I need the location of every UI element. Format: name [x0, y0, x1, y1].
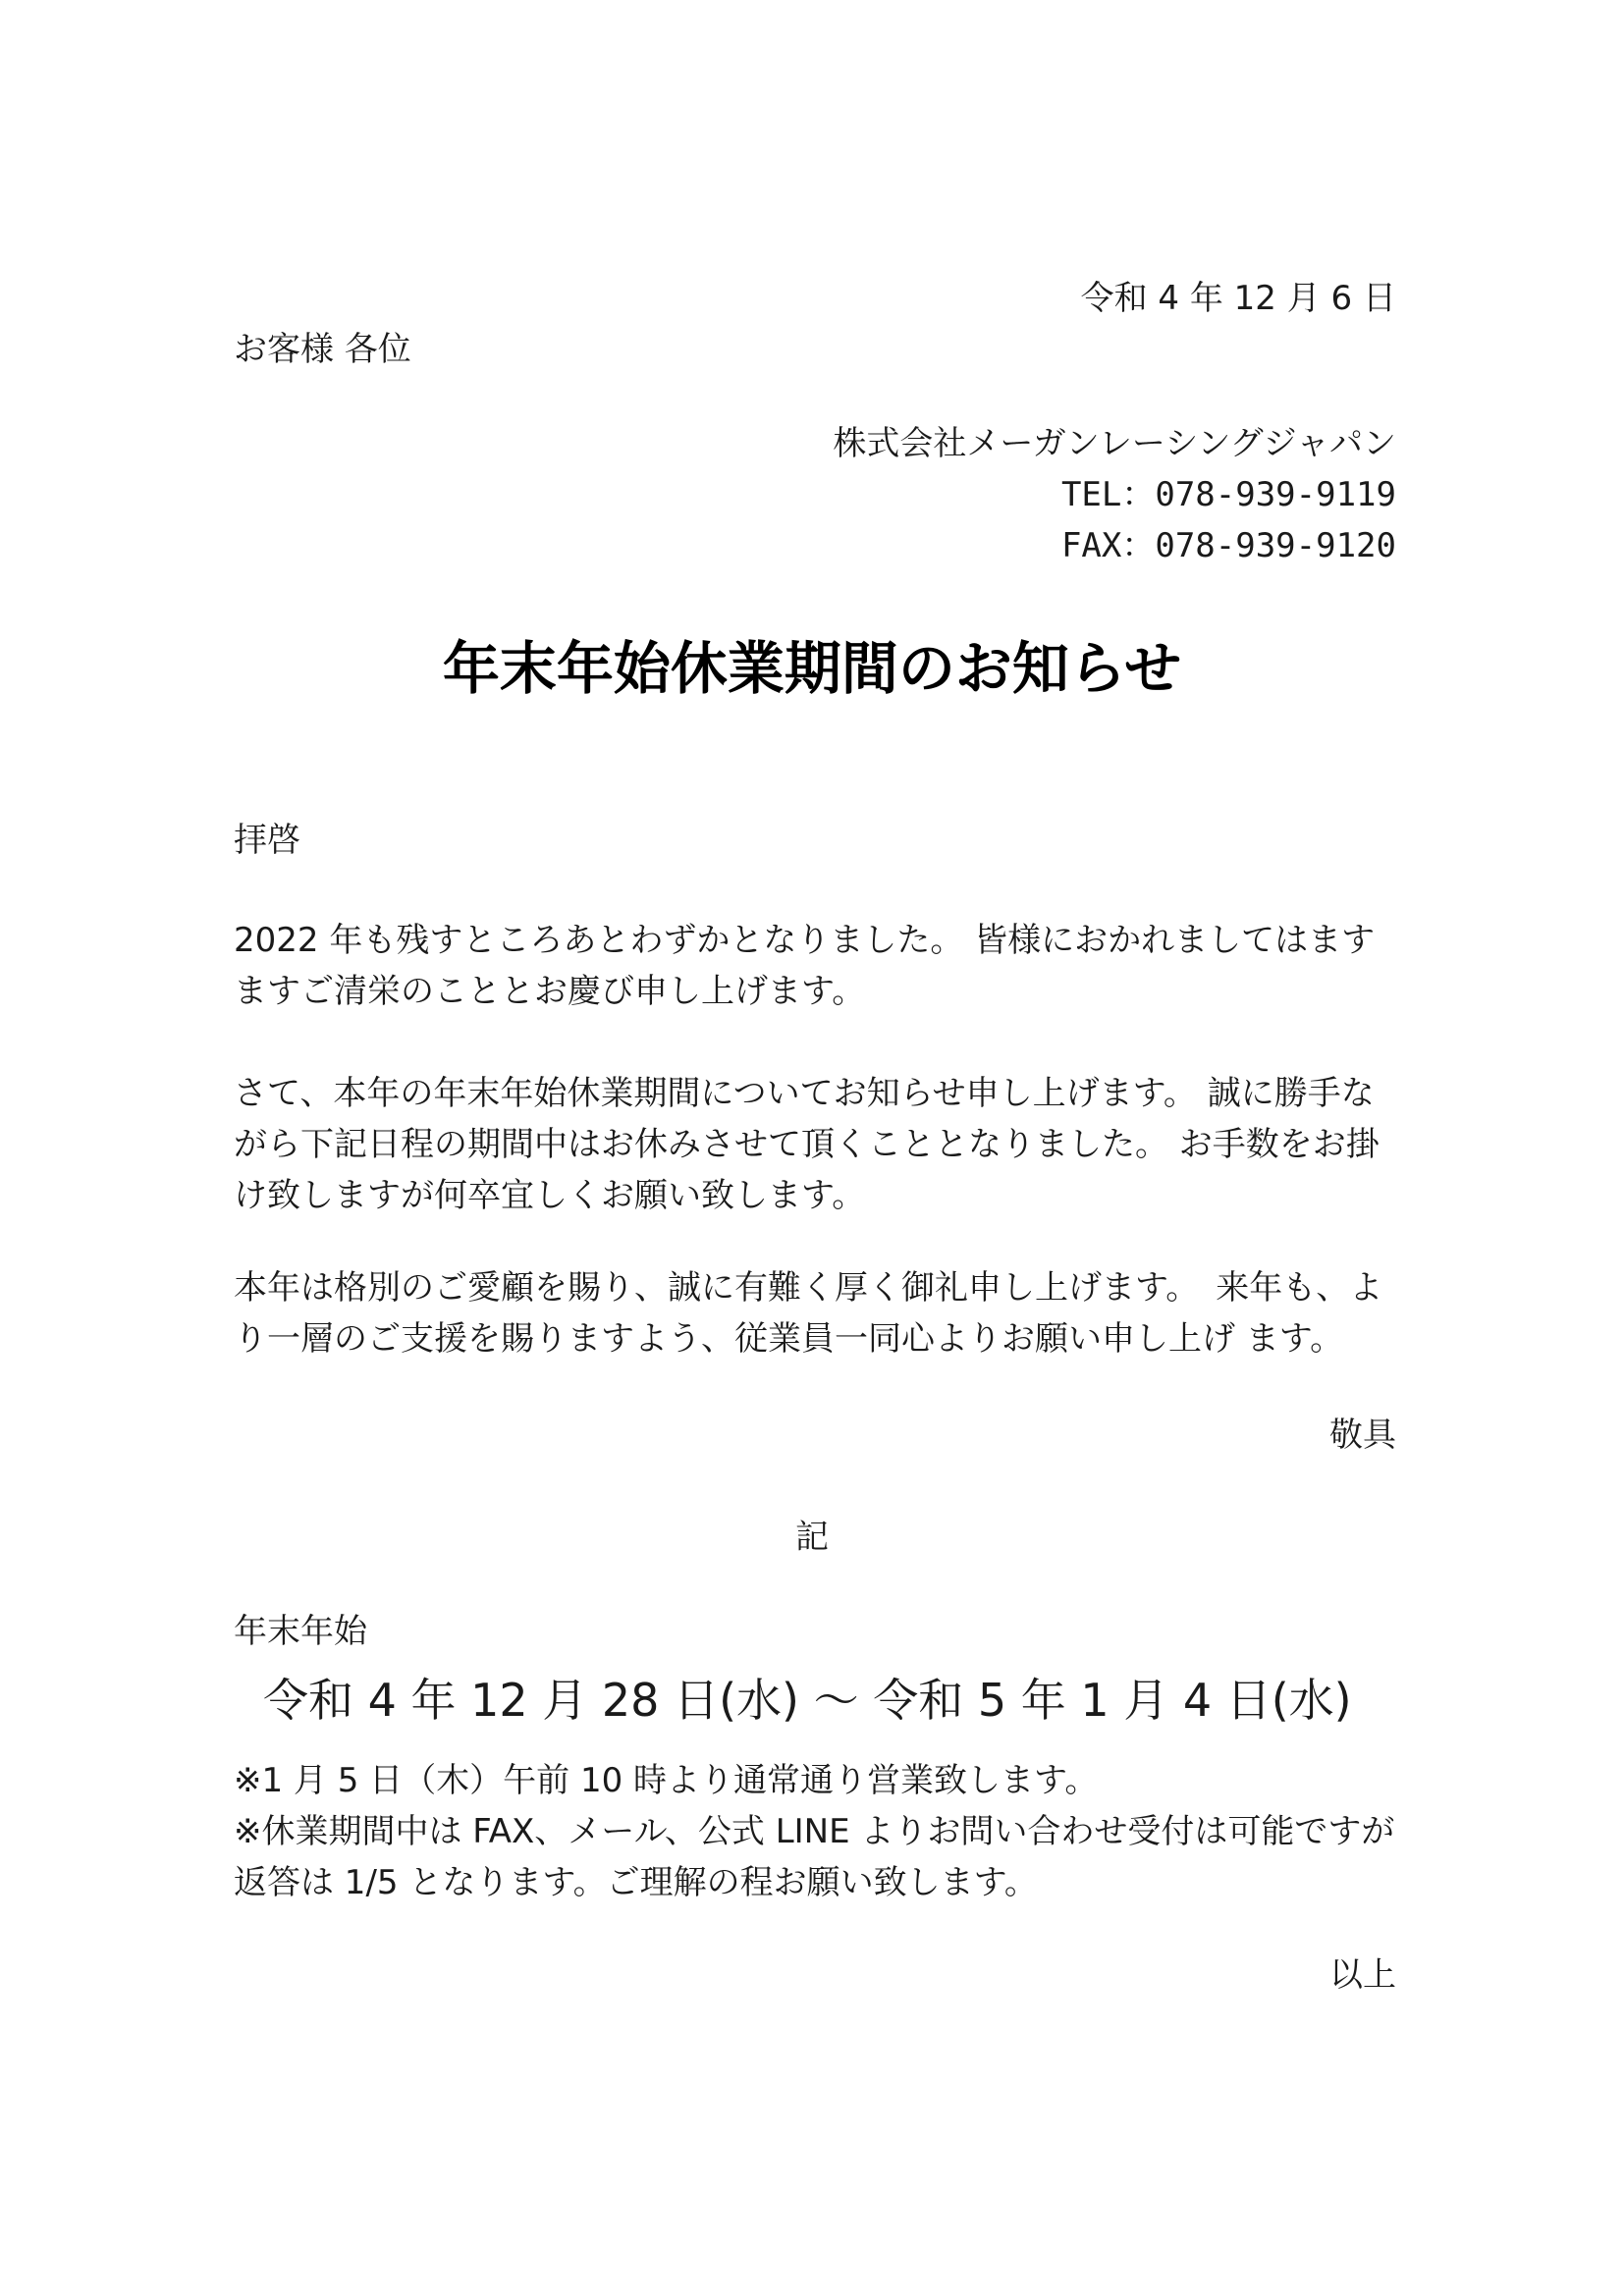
holiday-period: 令和 4 年 12 月 28 日(水) ～ 令和 5 年 1 月 4 日(水): [263, 1674, 1352, 1727]
note-2: ※休業期間中は FAX、メール、公式 LINE よりお問い合わせ受付は可能ですが: [234, 1812, 1395, 1851]
greeting-open: 拝啓: [234, 821, 300, 860]
closing: 以上: [1329, 1955, 1396, 1995]
company-tel: TEL：078-939-9119: [1060, 475, 1396, 514]
paragraph-2: さて、本年の年末年始休業期間についてお知らせ申し上げます。 誠に勝手ながら下記日程の期間中はお休みさせて頂くこととなりました。 お手数をお掛け致しますが何卒宜しくお願い致します。: [234, 1074, 1380, 1215]
recipient: お客様 各位: [234, 330, 411, 369]
note-3: 返答は 1/5 となります。ご理解の程お願い致します。: [234, 1863, 1038, 1902]
greeting-close: 敬具: [1329, 1415, 1396, 1455]
company-name: 株式会社メーガンレーシングジャパン: [833, 424, 1396, 463]
note-1: ※1 月 5 日（木）午前 10 時より通常通り営業致します。: [234, 1761, 1099, 1800]
document-title: 年末年始休業期間のお知らせ: [442, 635, 1182, 702]
ki-label: 記: [795, 1518, 829, 1557]
paragraph-3: 本年は格別のご愛顧を賜り、誠に有難く厚く御礼申し上げます。 来年も、より一層のご支援を賜りますよう、従業員一同心よりお願い申し上げ ます。: [234, 1268, 1383, 1359]
company-fax: FAX：078-939-9120: [1060, 526, 1396, 565]
document-date: 令和 4 年 12 月 6 日: [1080, 279, 1396, 318]
section-label: 年末年始: [234, 1612, 367, 1651]
paragraph-1: 2022 年も残すところあとわずかとなりました。 皆様におかれましてはますますご清栄のこととお慶び申し上げます。: [234, 921, 1376, 1011]
